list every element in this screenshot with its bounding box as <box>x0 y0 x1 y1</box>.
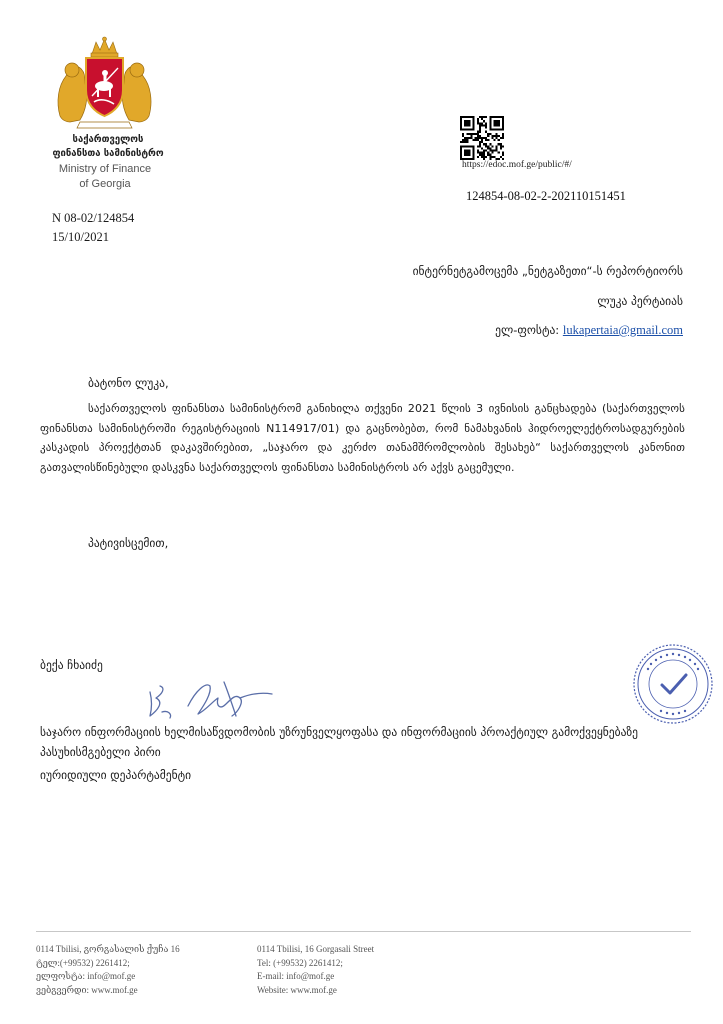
footer-en-website: Website: www.mof.ge <box>257 984 337 995</box>
department: იურიდიული დეპარტამენტი <box>40 768 192 782</box>
footer-ka-email: ელფოსტა: info@mof.ge <box>36 971 136 981</box>
footer-ka-website: ვებგვერდი: www.mof.ge <box>36 984 138 995</box>
footer-ka <box>36 943 180 997</box>
signer-title: საჯარო ინფორმაციის ხელმისაწვდომობის უზრუნველყოფასა და ინფორმაციის პროაქტიულ გამოქვეყნებაზე პასუხისმგებელი პირი <box>40 725 639 759</box>
ministry-name-en-line2: of Georgia <box>79 178 131 190</box>
footer-ka-phone: ტელ:(+99532) 2261412; <box>36 957 130 968</box>
footer-divider <box>36 931 691 932</box>
email-link[interactable]: lukapertaia@gmail.com <box>562 323 683 337</box>
handwritten-signature-icon <box>140 672 280 724</box>
footer-en <box>257 943 374 997</box>
ministry-name-ka-line1: საქართველოს <box>72 134 144 145</box>
recipient-email-line <box>495 323 683 338</box>
letter-body: საქართველოს ფინანსთა სამინისტრომ განიხილა თქვენი 2021 წლის 3 ივნისის განცხადება (საქართველოს ფინანსთა სამინისტროში რეგისტრაციის N114917/01) და გაცნობებთ, რომ ნამახვანის ჰიდროელექტროსადგურების კასკადის პროექტთან დაკავშირებით, „საჯარო და კერძო თანამშრომლობის შესახებ“ საქართველოს კანონით გათვალისწინებული დასკვნა საქართველოს ფინანსთა სამინისტროს არ აქვს გაცემული. <box>40 402 685 474</box>
recipient-line-1: ინტერნეტგამოცემა „ნეტგაზეთი“-ს რეპორტიორს <box>412 264 683 278</box>
email-label: ელ-ფოსტა: <box>495 323 560 337</box>
footer-en-address: 0114 Tbilisi, 16 Gorgasali Street <box>257 944 375 954</box>
ministry-name-en <box>40 162 170 192</box>
document-date: 15/10/2021 <box>52 230 109 244</box>
document-code: 124854-08-02-2-202110151451 <box>466 189 626 203</box>
greeting: ბატონო ლუკა, <box>88 376 169 390</box>
footer-en-phone: Tel: (+99532) 2261412; <box>257 957 343 968</box>
ministry-name-ka-line2: ფინანსთა სამინისტრო <box>52 148 164 159</box>
closing: პატივისცემით, <box>88 536 169 550</box>
ministry-name-en-line1: Ministry of Finance <box>58 163 152 175</box>
signer-name: ბექა ჩხაიძე <box>40 658 103 672</box>
qr-url: https://edoc.mof.ge/public/#/ <box>462 160 572 170</box>
coat-of-arms-icon <box>52 36 157 136</box>
qr-code-icon[interactable] <box>460 116 504 160</box>
recipient-line-2: ლუკა პერტაიას <box>597 294 683 308</box>
footer-en-email: E-mail: info@mof.ge <box>257 971 335 981</box>
footer-ka-address: 0114 Tbilisi, გორგასალის ქუჩა 16 <box>36 944 180 954</box>
document-number: N 08-02/124854 <box>52 211 135 225</box>
official-seal-icon <box>632 643 714 725</box>
ministry-name-ka <box>48 133 168 161</box>
